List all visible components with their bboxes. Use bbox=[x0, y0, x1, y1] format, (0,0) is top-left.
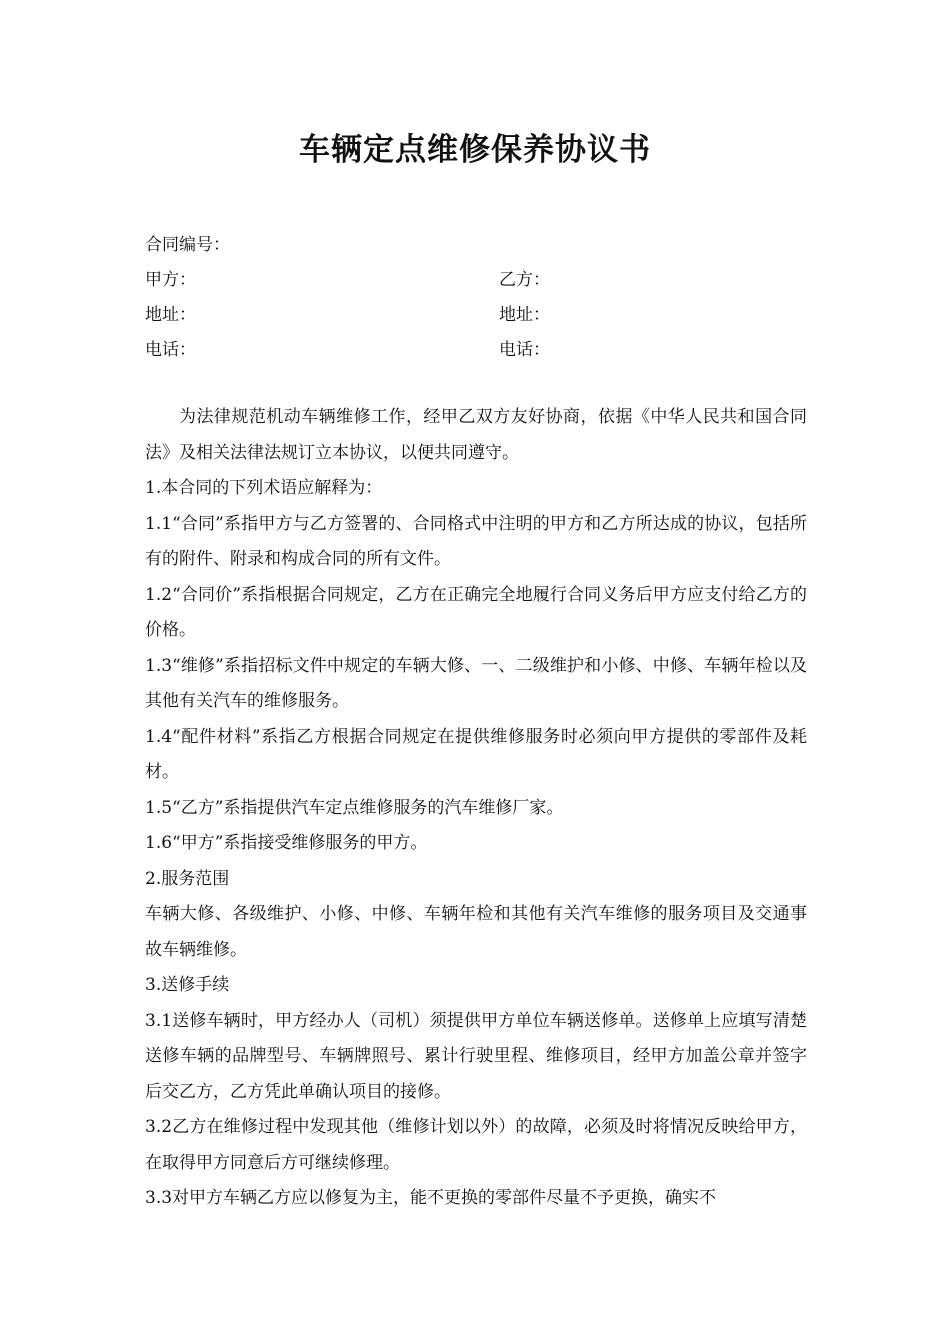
clause-paragraph: 1.3“维修”系指招标文件中规定的车辆大修、一、二级维护和小修、中修、车辆年检以及其他有关汽车的维修服务。 bbox=[145, 655, 807, 711]
contract-number-label: 合同编号： bbox=[145, 235, 230, 255]
contract-body bbox=[145, 400, 807, 1217]
contract-number-row bbox=[145, 228, 805, 263]
section-heading: 2.服务范围 bbox=[145, 868, 230, 889]
address-b-label: 地址： bbox=[499, 305, 550, 325]
document-title: 车辆定点维修保养协议书 bbox=[299, 132, 651, 168]
address-row bbox=[145, 298, 805, 333]
phone-b-label: 电话： bbox=[499, 340, 550, 360]
clause-paragraph: 1.4“配件材料”系指乙方根据合同规定在提供维修服务时必须向甲方提供的零部件及耗材。 bbox=[145, 726, 807, 782]
clause-paragraph: 1.2“合同价”系指根据合同规定，乙方在正确完全地履行合同义务后甲方应支付给乙方的价格。 bbox=[145, 584, 807, 640]
party-b-label: 乙方： bbox=[499, 270, 550, 290]
clause-paragraph: 1.6“甲方”系指接受维修服务的甲方。 bbox=[145, 833, 428, 853]
clause-paragraph: 车辆大修、各级维护、小修、中修、车辆年检和其他有关汽车维修的服务项目及交通事故车辆维修。 bbox=[145, 904, 807, 960]
section-heading: 3.送修手续 bbox=[145, 975, 230, 995]
address-a-label: 地址： bbox=[145, 305, 196, 325]
phone-a-label: 电话： bbox=[145, 340, 196, 360]
preamble-paragraph: 为法律规范机动车辆维修工作，经甲乙双方友好协商，依据《中华人民共和国合同法》及相关法律法规订立本协议，以便共同遵守。 bbox=[145, 407, 807, 463]
party-a-label: 甲方： bbox=[145, 270, 196, 290]
contract-header bbox=[145, 228, 805, 368]
clause-paragraph: 3.2乙方在维修过程中发现其他（维修计划以外）的故障，必须及时将情况反映给甲方，在取得甲方同意后方可继续修理。 bbox=[145, 1117, 807, 1173]
clause-paragraph: 1.1“合同”系指甲方与乙方签署的、合同格式中注明的甲方和乙方所达成的协议，包括所有的附件、附录和构成合同的所有文件。 bbox=[145, 513, 807, 569]
section-heading: 1.本合同的下列术语应解释为： bbox=[145, 478, 383, 498]
clause-paragraph: 3.1送修车辆时，甲方经办人（司机）须提供甲方单位车辆送修单。送修单上应填写清楚送修车辆的品牌型号、车辆牌照号、累计行驶里程、维修项目，经甲方加盖公章并签字后交乙方，乙方凭此单确认项目的接修。 bbox=[145, 1010, 807, 1102]
phone-row bbox=[145, 333, 805, 368]
clause-paragraph: 3.3对甲方车辆乙方应以修复为主，能不更换的零部件尽量不予更换，确实不 bbox=[145, 1188, 717, 1208]
clause-paragraph: 1.5“乙方”系指提供汽车定点维修服务的汽车维修厂家。 bbox=[145, 797, 564, 818]
party-row bbox=[145, 263, 805, 298]
